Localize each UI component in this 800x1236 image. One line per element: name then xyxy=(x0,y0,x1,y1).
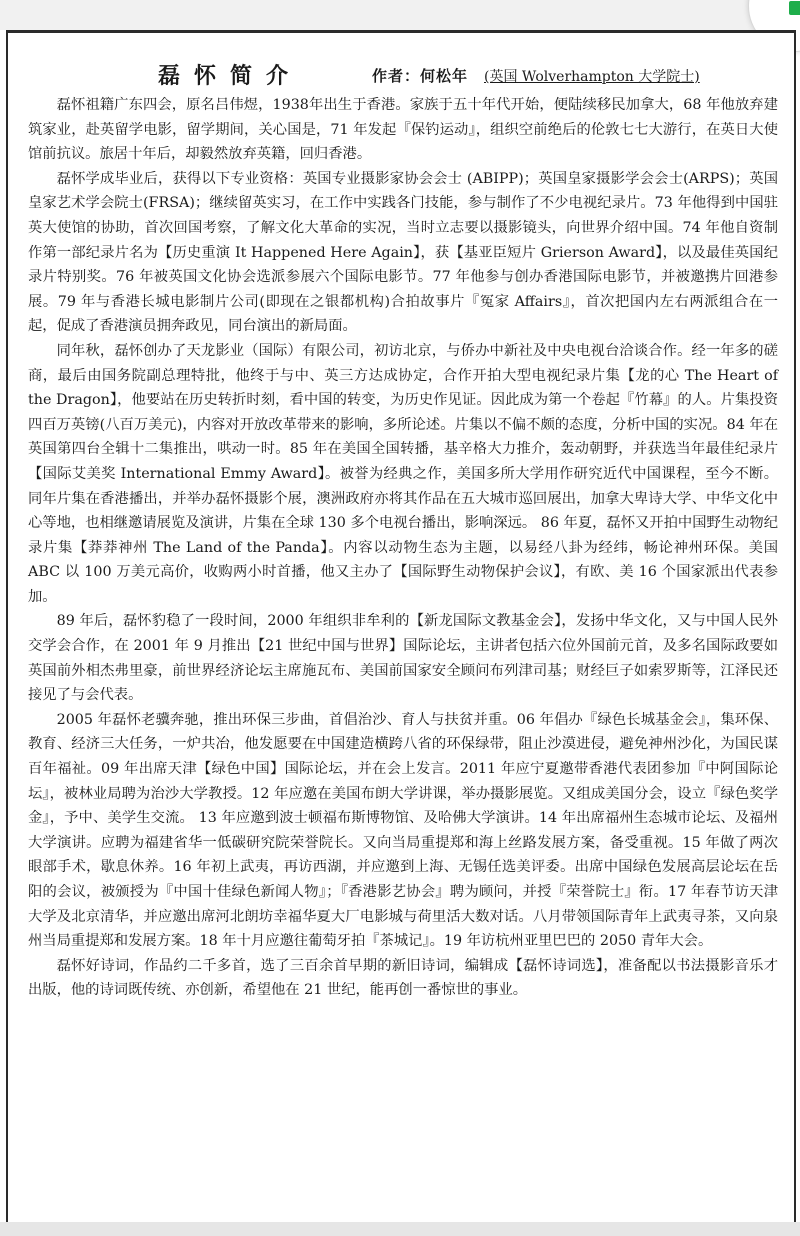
top-background-strip xyxy=(0,0,800,30)
paragraph-4: 89 年后，磊怀豹稳了一段时间，2000 年组织非牟利的【新龙国际文教基金会】，发扬中华文化，又与中国人民外交学会合作，在 2001 年 9 月推出【21 世纪中国与世界】国际论坛，主讲者包括六位外国前元首，及多名国际政要如英国前外相杰弗里豪，前世界经济论坛主席施瓦布、美国前国家安全顾问布列津司基；财经巨子如索罗斯等，江泽民还接见了与会代表。 xyxy=(28,613,778,704)
green-status-icon xyxy=(789,1,800,15)
document-frame xyxy=(6,30,796,1225)
paragraph-5: 2005 年磊怀老骥奔驰，推出环保三步曲，首倡治沙、育人与扶贫并重。06 年倡办『绿色长城基金会』，集环保、教育、经济三大任务，一炉共冶，他发愿要在中国建造横跨八省的环保绿带，阻止沙漠进侵，避免神州沙化，为国民谋百年福祉。09 年出席天津【绿色中国】国际论坛，并在会上发言。2011 年应宁夏邀带香港代表团参加『中阿国际论坛』，被林业局聘为治沙大学教授。12 年应邀在美国布朗大学讲课，举办摄影展览。又组成美国分会，设立『绿色奖学金』，予中、美学生交流。 13 年应邀到波士顿福布斯博物馆、及哈佛大学演讲。14 年出席福州生态城市论坛、及福州大学演讲。应聘为福建省华一低碳研究院荣誉院长。又向当局重提郑和海上丝路发展方案，备受重视。15 年做了两次眼部手术，歇息休养。16 年初上武夷，再访西湖，并应邀到上海、无锡任选美评委。出席中国绿色发展高层论坛在岳阳的会议，被颁授为『中国十佳绿色新闻人物』；『香港影艺协会』聘为顾问，并授『荣誉院士』衔。17 年春节访天津大学及北京清华，并应邀出席河北朗坊幸福华夏大厂电影城与荷里活大数对话。八月带领国际青年上武夷寻茶，又向泉州当局重提郑和发展方案。18 年十月应邀往葡萄牙拍『茶城记』。19 年访杭州亚里巴巴的 2050 青年大会。 xyxy=(28,711,778,950)
paragraph-1: 磊怀祖籍广东四会，原名吕伟煜，1938年出生于香港。家族于五十年代开始，便陆续移民加拿大，68 年他放弃建筑家业，赴英留学电影，留学期间，关心国是，71 年发起『保钓运动』，组织空前绝后的伦敦七七大游行，在英日大使馆前抗议。旅居十年后，却毅然放弃英籍，回归香港。 xyxy=(28,97,778,163)
paragraph-3: 同年秋，磊怀创办了天龙影业（国际）有限公司，初访北京，与侨办中新社及中央电视台洽谈合作。经一年多的磋商，最后由国务院副总理特批，他终于与中、英三方达成协定，合作开拍大型电视纪录片集【龙的心 The Heart of the Dragon】，他要站在历史转折时刻，看中国的转变，为历史作见证。因此成为第一个卷起『竹幕』的人。片集投资四百万英镑(八百万美元)，内容对开放改革带来的影响，多所论述。片集以不偏不颇的态度，分析中国的实况。84 年在英国第四台全辑十二集推出，哄动一时。85 年在美国全国转播，基辛格大力推介，轰动朝野，并获选当年最佳纪录片【国际艾美奖 International Emmy Award】。被誉为经典之作，美国多所大学用作研究近代中国课程，至今不断。同年片集在香港播出，并举办磊怀摄影个展，澳洲政府亦将其作品在五大城市巡回展出，加拿大卑诗大学、中华文化中心等地，也相继邀请展览及演讲，片集在全球 130 多个电视台播出，影响深远。 86 年夏，磊怀又开拍中国野生动物纪录片集【莽莽神州 The Land of the Panda】。内容以动物生态为主题，以易经八卦为经纬，畅论神州环保。美国 ABC 以 100 万美元高价，收购两小时首播，他又主办了【国际野生动物保护会议】，有欧、美 16 个国家派出代表参加。 xyxy=(28,342,778,605)
author-line: 作者：何松年 xyxy=(372,67,469,85)
paragraph-6: 磊怀好诗词，作品约二千多首，选了三百余首早期的新旧诗词，编辑成【磊怀诗词选】，准备配以书法摄影音乐才出版，他的诗词既传统、亦创新，希望他在 21 世纪，能再创一番惊世的事业。 xyxy=(28,957,778,999)
document-body xyxy=(28,93,778,1003)
paragraph-2: 磊怀学成毕业后，获得以下专业资格：英国专业摄影家协会会士 (ABIPP)；英国皇家摄影学会会士(ARPS)；英国皇家艺术学会院士(FRSA)；继续留英实习，在工作中实践各门技能，参与制作了不少电视纪录片。73 年他得到中国驻英大使馆的协助，首次回国考察，了解文化大革命的实况，当时立志要以摄影镜头，向世界介绍中国。74 年他自资制作第一部纪录片名为【历史重演 It Happened Here Again】，获【基亚臣短片 Grierson Award】，以及最佳英国纪录片特别奖。76 年被英国文化协会选派参展六个国际电影节。77 年他参与创办香港国际电影节，并被邀携片回港参展。79 年与香港长城电影制片公司(即现在之银都机构)合拍故事片『冤家 Affairs』，首次把国内左右两派组合在一起，促成了香港演员拥奔政见，同台演出的新局面。 xyxy=(28,170,778,335)
author-affiliation: (英国 Wolverhampton 大学院士) xyxy=(484,69,700,85)
bottom-strip xyxy=(0,1222,800,1236)
document-header xyxy=(8,57,794,93)
page-title: 磊怀简介 xyxy=(158,63,303,89)
